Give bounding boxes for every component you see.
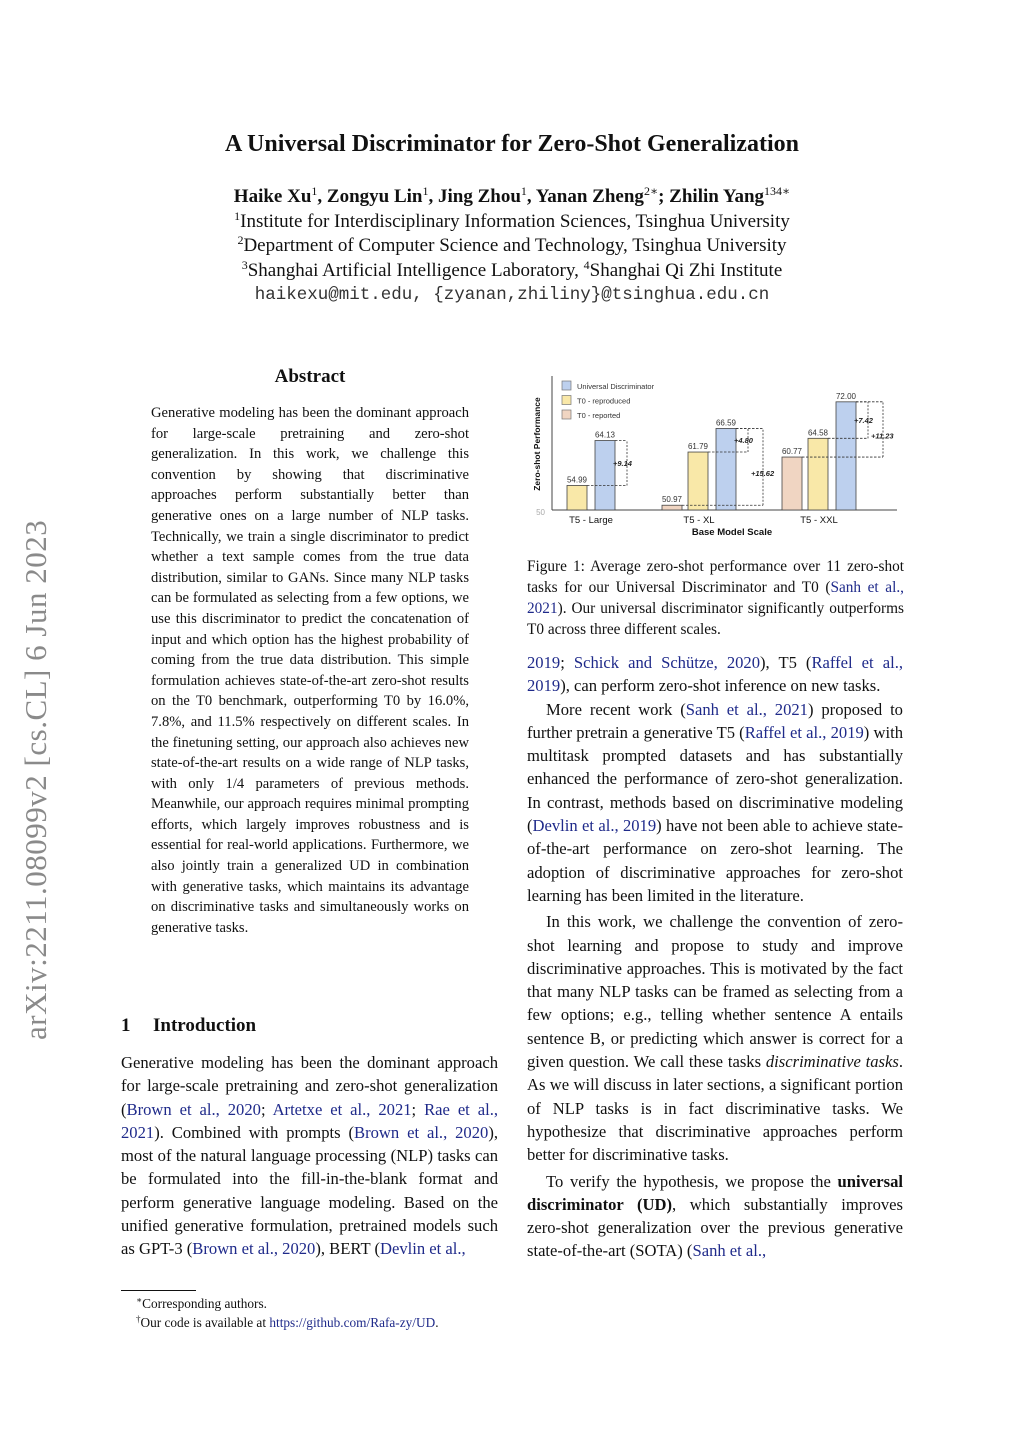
bar [567,485,587,510]
y-baseline-label: 50 [536,508,545,517]
legend-label: T0 - reproduced [577,396,631,406]
citation-link[interactable]: Brown et al., 2020 [354,1122,489,1142]
author-name: Zhilin Yang [669,186,765,207]
affiliation-mark: 1 [422,184,429,198]
x-axis-label: Base Model Scale [691,527,773,538]
bar-value-label: 50.97 [661,495,683,505]
author-name: Haike Xu [233,186,312,207]
bar-value-label: 64.58 [807,428,829,438]
author-name: Jing Zhou [437,186,521,207]
category-tick-label: T5 - XL [683,515,715,526]
affiliation-line: $^1$Institute for Interdisciplinary Information Sciences, Tsinghua University [234,208,790,232]
citation-link[interactable]: Artetxe et al., 2021 [272,1099,412,1119]
legend-swatch [562,381,571,390]
citation-link[interactable]: Devlin et al., 2019 [532,816,657,836]
footnote-rule [121,1290,196,1291]
bar-value-label: 61.79 [687,442,709,452]
intro-paragraph: Generative modeling has been the dominant approach for large-scale pretraining and zero-shot generalization (Brown et al., 2020; Artetxe et al., 2021; Rae et al., 2021). Combined with prompts (Brown et al., 2020), most of the natural language processing (NLP) tasks can be formulated into the fill-in-the-blank format and perform generative language modeling. Based on the unified generative formulation, pretrained models such as GPT-3 (Brown et al., 2020), BERT (Devlin et al., [121,1053,498,1259]
footnote: ∗Corresponding authors. [136,1295,267,1311]
citation-link[interactable]: Devlin et al., [379,1239,466,1259]
y-axis-label: Zero-shot Performance [532,397,542,491]
paper-title: A Universal Discriminator for Zero-Shot Generalization [225,131,799,157]
bar-value-label: 64.13 [594,430,616,440]
bar [716,428,736,510]
bar [688,452,708,510]
author-names: Haike Xu$^1$, Zongyu Lin$^1$, Jing Zhou$^1$, Yanan Zheng$^{2∗}$; Zhilin Yang$^{134∗}$ [233,184,791,207]
intro-paragraph: More recent work (Sanh et al., 2021) proposed to further pretrain a generative T5 (Raffel et al., 2019) with multitask prompted datasets and has substantially enhanced the performance of zero-shot generalization. In contrast, methods based on discriminative modeling (Devlin et al., 2019) have not been able to achieve state-of-the-art performance on zero-shot learning. The adoption of discriminative approaches for zero-shot learning has been limited in the literature. [527,699,904,905]
bold-term: universal discriminator (UD) [527,1171,903,1214]
bar-value-label: 60.77 [781,447,803,457]
intro-right-column [527,651,903,1263]
annotation-label: +4.80 [734,436,753,446]
citation-link[interactable]: Raffel et al., 2019 [527,653,903,696]
figure-1-chart [527,372,907,544]
affiliation-line: $^3$Shanghai Artificial Intelligence Laboratory, $^4$Shanghai Qi Zhi Institute [241,257,783,281]
bar-value-label: 72.00 [835,391,857,401]
annotation-label: +15.62 [751,468,775,478]
author-name: Zongyu Lin [326,186,423,207]
footnotes [121,1294,501,1332]
bar [808,438,828,510]
affiliation-line: $^2$Department of Computer Science and Technology, Tsinghua University [237,233,787,256]
bar-chart [527,372,907,544]
abstract-heading: Abstract [274,366,346,387]
figure-caption: Figure 1: Average zero-shot performance over 11 zero-shot tasks for our Universal Discriminator and T0 (Sanh et al., 2021). Our universal discriminator significantly outperforms T0 across three different scales. [527,558,904,638]
citation-link[interactable]: Sanh et al., 2021 [527,579,904,617]
citation-link[interactable]: 2019 [527,653,561,672]
affiliation-mark: 1 [311,184,318,198]
abstract-body: Generative modeling has been the dominant approach for large-scale pretraining and zero-shot generalization. In this work, we challenge this convention by showing that discriminative approaches perform substantially better than generative ones on a large number of NLP tasks. Technically, we train a single discriminator to predict whether a text sample comes from the true data distribution, similar to GANs. Since many NLP tasks can be formulated as selecting from a few options, we use this discriminator to predict the concatenation of input and which option has the highest probability of coming from the true data distribution. This simple formulation achieves state-of-the-art zero-shot results on the T0 benchmark, outperforming T0 by 16.0%, 7.8%, and 11.5% respectively on different scales. In the finetuning setting, our approach also achieves new state-of-the-art results on a wide range of NLP tasks, with only 1/4 parameters of previous methods. Meanwhile, our approach requires minimal prompting efforts, which largely improves robustness and is essential for real-world applications. Furthermore, we also jointly train a generalized UD in combination with generative tasks, which maintains its advantage on discriminative tasks and simultaneously works on generative tasks. [151,405,469,936]
bar [836,402,856,510]
section-number: 1 [121,1015,131,1036]
affiliations [0,210,1024,284]
arxiv-stamp: arXiv:2211.08099v2 [cs.CL] 6 Jun 2023 [18,519,53,1040]
citation-link[interactable]: Rae et al., 2021 [121,1099,498,1142]
citation-link[interactable]: Brown et al., 2020 [126,1099,261,1119]
citation-link[interactable]: Sanh et al., 2021 [685,699,808,719]
annotation-label: +7.42 [854,416,873,426]
annotation-label: +9.14 [613,458,632,468]
citation-link[interactable]: Schick and Schütze, 2020 [573,653,761,672]
bar-value-label: 54.99 [566,475,588,485]
citation-link[interactable]: Brown et al., 2020 [192,1239,316,1259]
annotation-label: +11.23 [871,431,894,441]
bar-value-label: 66.59 [715,418,737,428]
legend-swatch [562,410,571,419]
bar [595,441,615,510]
section-title: Introduction [153,1015,257,1036]
intro-paragraph: 2019; Schick and Schütze, 2020), T5 (Raffel et al., 2019), can perform zero-shot inference on new tasks. [527,653,903,696]
footnote: †Our code is available at https://github.com/Rafa-zy/UD. [136,1314,439,1330]
affiliation-mark: 1 [520,184,527,198]
affiliation-mark: 2∗ [643,184,659,198]
legend-label: Universal Discriminator [577,382,655,391]
legend-label: T0 - reported [577,411,621,420]
section-heading-introduction [121,1015,256,1037]
bar [662,505,682,510]
author-emails: haikexu@mit.edu, {zyanan,zhiliny}@tsinghua.edu.cn [254,285,770,305]
intro-paragraph: In this work, we challenge the convention of zero-shot learning and propose to study and improve discriminative approaches. This is motivated by the fact that many NLP tasks can be framed as selecting from a few options; e.g., telling whether sentence A entails sentence B, or predicting which answer is correct for a given question. We call these tasks discriminative tasks. As we will discuss in later sections, a significant portion of NLP tasks is in fact discriminative tasks. We hypothesize that discriminative approaches perform better for discriminative tasks. [527,912,903,1165]
category-tick-label: T5 - XXL [800,515,838,526]
citation-link[interactable]: Sanh et al., [692,1241,767,1261]
author-block [0,185,1024,308]
citation-link[interactable]: Raffel et al., 2019 [744,722,864,742]
bar [782,457,802,510]
legend-swatch [562,396,571,405]
affiliation-mark: 134∗ [764,184,791,198]
author-name: Yanan Zheng [535,186,644,207]
category-tick-label: T5 - Large [569,515,613,526]
code-link[interactable]: https://github.com/Rafa-zy/UD [269,1315,436,1330]
intro-paragraph: To verify the hypothesis, we propose the universal discriminator (UD), which substantially improves zero-shot generalization over the previous generative state-of-the-art (SOTA) (Sanh et al., [527,1171,903,1261]
emphasis-text: discriminative tasks [765,1052,899,1072]
intro-left-column [121,1051,498,1261]
